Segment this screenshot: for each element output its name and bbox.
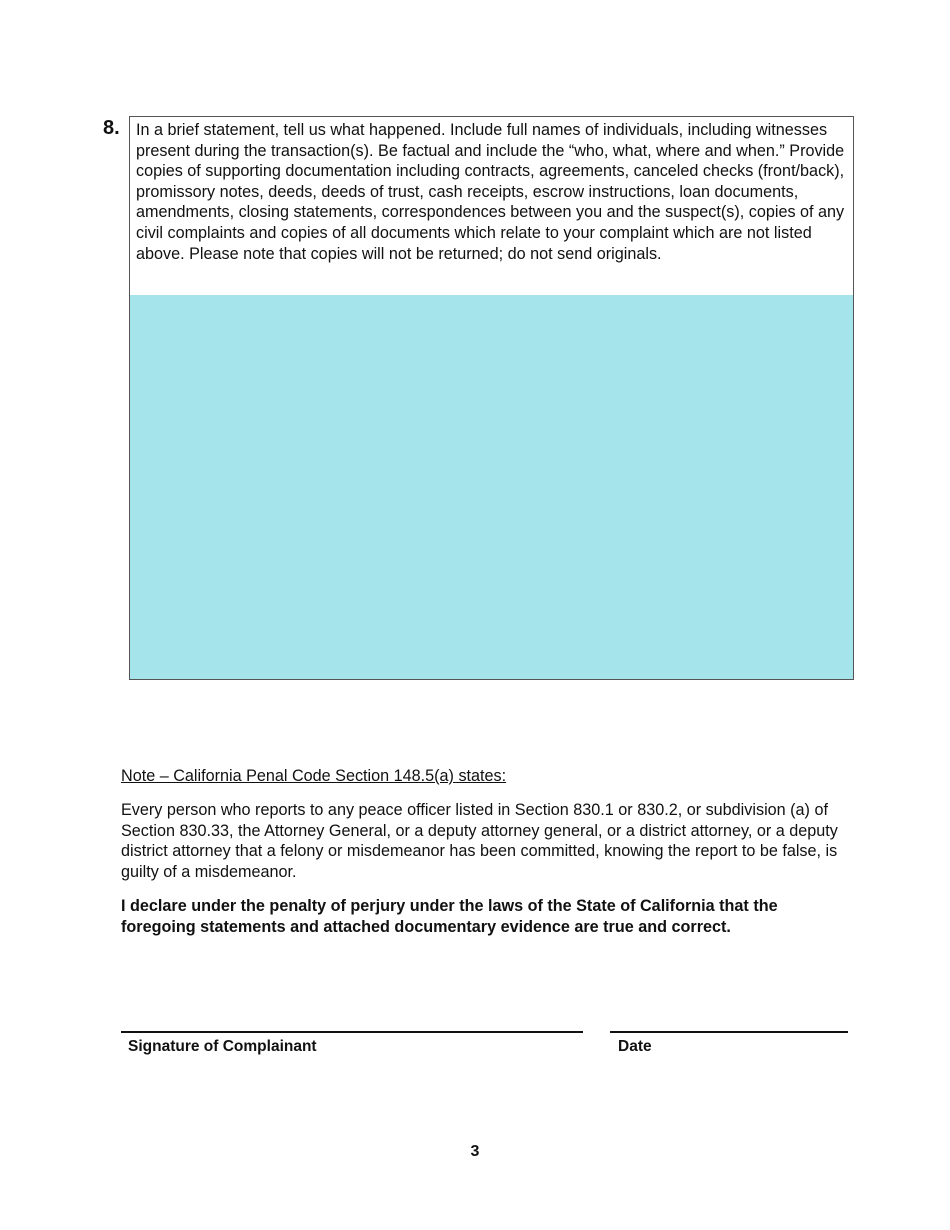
question-number: 8. (103, 117, 120, 139)
penal-code-note-heading: Note – California Penal Code Section 148.5(a) states: (121, 767, 507, 785)
statement-text-field[interactable] (130, 295, 853, 679)
signature-line[interactable] (121, 1031, 583, 1033)
penal-code-note-body: Every person who reports to any peace officer listed in Section 830.1 or 830.2, or subdivision (a) of Section 830.33, the Attorney General, or a deputy attorney general, or a district attorney, or a deputy district attorney that a felony or misdemeanor has been committed, knowing the report to be false, is guilty of a misdemeanor. (121, 801, 838, 881)
date-line[interactable] (610, 1031, 848, 1033)
question-instructions: In a brief statement, tell us what happened. Include full names of individuals, including witnesses present during the transaction(s). Be factual and include the “who, what, where and when.” Provide copies of supporting documentation including contracts, agreements, canceled checks (front/back), promissory notes, deeds, deeds of trust, cash receipts, escrow instructions, loan documents, amendments, closing statements, correspondences between you and the suspect(s), copies of any civil complaints and copies of all documents which relate to your complaint which are not listed above. Please note that copies will not be returned; do not send originals. (136, 121, 845, 263)
signature-label: Signature of Complainant (128, 1038, 317, 1055)
perjury-declaration: I declare under the penalty of perjury under the laws of the State of California that the foregoing statements and attached documentary evidence are true and correct. (121, 897, 778, 936)
question-8-box (129, 116, 854, 680)
date-label: Date (618, 1038, 652, 1055)
page-number: 3 (470, 1143, 480, 1160)
